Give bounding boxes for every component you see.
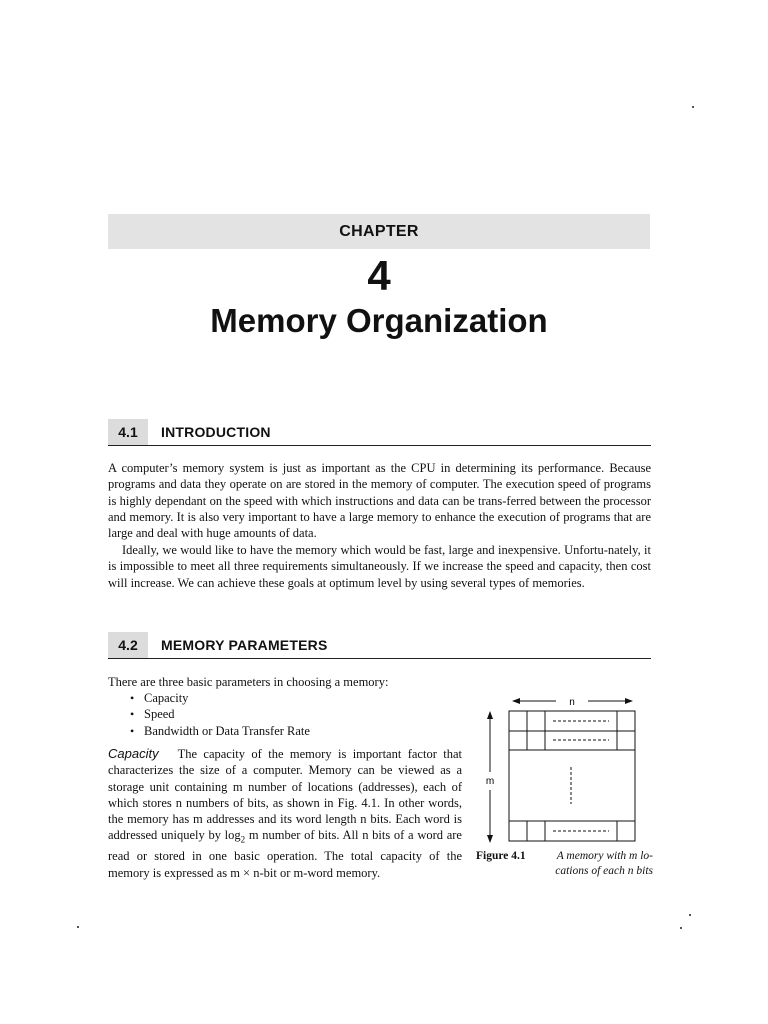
scan-speck	[692, 106, 694, 108]
section-title: MEMORY PARAMETERS	[161, 637, 328, 653]
capacity-paragraph	[108, 746, 462, 881]
bit-placeholders	[553, 721, 609, 831]
section-title: INTRODUCTION	[161, 424, 271, 440]
memory-organization-figure	[476, 692, 646, 847]
figure-label: Figure 4.1	[476, 850, 526, 862]
list-item: • Capacity	[130, 690, 310, 706]
list-item: • Bandwidth or Data Transfer Rate	[130, 723, 310, 739]
capacity-heading: Capacity	[108, 746, 159, 761]
parameters-lead: There are three basic parameters in choosing a memory:	[108, 675, 389, 689]
scan-speck	[77, 926, 79, 928]
intro-paragraph-2	[108, 542, 651, 591]
capacity-text-2: m number of bits. All n bits of a word are read or stored in one basic operation. The total capacity of the memory is expressed as m × n-bit or m-word memory.	[108, 828, 462, 880]
scan-speck	[689, 914, 691, 916]
intro-paragraph-2-text: Ideally, we would like to have the memory which would be fast, large and inexpensive. Unfortu-nately, it is impossible to meet all three requirements simultaneously. If we increase the speed and capacity, then cost will increase. We can achieve these goals at optimum level by using several types of memories.	[108, 543, 651, 590]
chapter-number: 4	[367, 252, 391, 299]
log-subscript: 2	[240, 834, 246, 845]
chapter-label-band	[108, 214, 650, 249]
scan-speck	[680, 927, 682, 929]
parameters-list	[130, 690, 310, 739]
width-label: n	[569, 697, 575, 708]
chapter-title: Memory Organization	[210, 302, 548, 339]
section-number: 4.1	[108, 419, 148, 445]
capacity-text-1: The capacity of the memory is important factor that characterizes the size of a computer. Memory can be viewed as a storage unit containing m number of locations (addresses), each of which stores n numbers of bits, as shown in Fig. 4.1. In other words, the memory has m addresses and its word length n bits. Each word is addressed uniquely by log	[108, 747, 462, 843]
intro-paragraph-1: A computer’s memory system is just as important as the CPU in determining its performance. Because programs and data they operate on are stored in the memory of computer. The execution speed of programs is highly dependant on the speed with which instructions and data can be trans-ferred between the processor and memory. It is also very important to have a large memory to enhance the execution of programs that are large and deal with huge amounts of data.	[108, 461, 651, 541]
height-label: m	[485, 776, 495, 787]
chapter-label: CHAPTER	[339, 222, 419, 240]
figure-caption-text: A memory with m lo-cations of each n bits	[555, 850, 653, 877]
section-number: 4.2	[108, 632, 148, 658]
list-item: • Speed	[130, 706, 310, 722]
section-heading-memory-parameters	[108, 632, 651, 659]
section-heading-introduction	[108, 419, 651, 446]
